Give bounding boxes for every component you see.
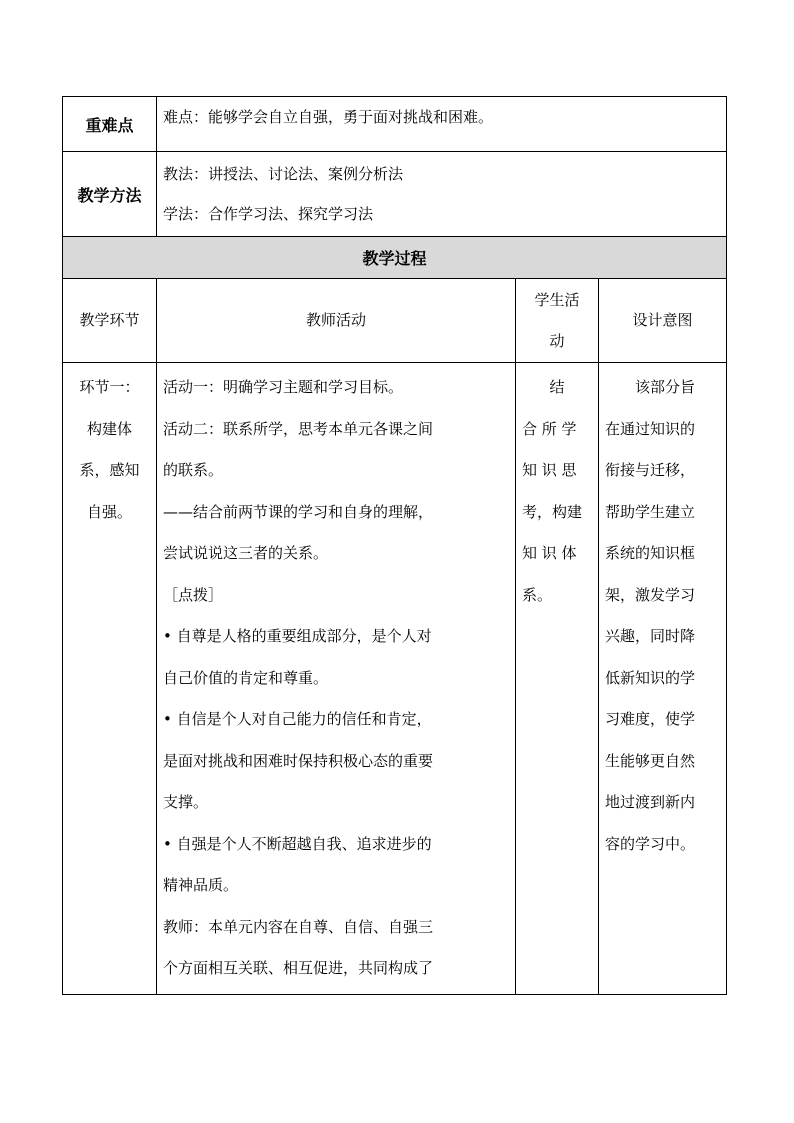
student-line: 结 — [549, 378, 565, 396]
student-line: 考，构建 — [522, 502, 583, 521]
teacher-line: • 自尊是人格的重要组成部分，是个人对 — [163, 627, 432, 645]
stage-line: 自强。 — [86, 502, 132, 521]
difficulty-row — [63, 97, 727, 152]
header-design: 设计意图 — [599, 279, 727, 363]
stage-line: 构建体 — [86, 419, 132, 438]
design-intent-cell — [599, 363, 727, 995]
design-line: 生能够更自然 — [605, 751, 696, 770]
teacher-line: ——结合前两节课的学习和自身的理解， — [163, 502, 434, 521]
design-line: 在通过知识的 — [605, 419, 696, 438]
process-title: 教学过程 — [63, 237, 727, 279]
teacher-activity-cell — [157, 363, 516, 995]
stage-one-row — [63, 363, 727, 995]
design-line: 兴趣，同时降 — [605, 627, 696, 645]
student-activity-cell — [516, 363, 599, 995]
teacher-line: 的联系。 — [163, 461, 224, 479]
design-line: 衔接与迁移， — [605, 461, 696, 479]
student-line: 知 识 体 — [522, 544, 577, 562]
column-headers-row — [63, 279, 727, 363]
stage-cell — [63, 363, 157, 995]
teacher-line: 支撑。 — [163, 793, 209, 811]
header-teacher: 教师活动 — [157, 279, 516, 363]
teacher-line: 活动二：联系所学，思考本单元各课之间 — [163, 419, 434, 438]
stage-line: 系，感知 — [79, 461, 140, 479]
teacher-line: • 自信是个人对自己能力的信任和肯定， — [163, 710, 432, 728]
teacher-line: ［点拨］ — [163, 585, 224, 604]
methods-label: 教学方法 — [63, 152, 157, 237]
teacher-line: 是面对挑战和困难时保持积极心态的重要 — [163, 751, 434, 770]
design-line: 帮助学生建立 — [605, 502, 696, 521]
lesson-plan-table — [62, 96, 727, 995]
stage-line: 环节一： — [79, 378, 140, 396]
header-stage: 教学环节 — [63, 279, 157, 363]
methods-content — [157, 152, 727, 237]
process-header-row — [63, 237, 727, 279]
design-line: 该部分旨 — [635, 378, 696, 396]
teacher-line: 个方面相互关联、相互促进，共同构成了 — [163, 959, 434, 977]
design-line: 系统的知识框 — [605, 544, 696, 562]
design-line: 习难度，使学 — [605, 710, 696, 728]
teacher-line: 精神品质。 — [163, 876, 239, 894]
difficulty-text: 难点：能够学会自立自强，勇于面对挑战和困难。 — [157, 97, 727, 152]
design-line: 架，激发学习 — [605, 585, 696, 604]
header-student-line2: 动 — [549, 331, 565, 350]
teacher-line: 自己价值的肯定和尊重。 — [163, 668, 329, 687]
teacher-line: • 自强是个人不断超越自我、追求进步的 — [163, 834, 432, 853]
design-line: 容的学习中。 — [605, 834, 696, 853]
learning-method: 学法：合作学习法、探究学习法 — [163, 205, 374, 223]
methods-row — [63, 152, 727, 237]
student-line: 知 识 思 — [522, 461, 577, 479]
header-student — [516, 279, 599, 363]
teacher-line: 教师：本单元内容在自尊、自信、自强三 — [163, 917, 434, 936]
teaching-method: 教法：讲授法、讨论法、案例分析法 — [163, 165, 404, 183]
header-student-line1: 学生活 — [534, 290, 580, 309]
student-line: 合 所 学 — [522, 419, 577, 438]
student-line: 系。 — [522, 585, 553, 604]
teacher-line: 尝试说说这三者的关系。 — [163, 544, 329, 562]
difficulty-label: 重难点 — [63, 97, 157, 152]
teacher-line: 活动一：明确学习主题和学习目标。 — [163, 378, 404, 396]
design-line: 地过渡到新内 — [605, 793, 696, 811]
design-line: 低新知识的学 — [605, 668, 696, 687]
